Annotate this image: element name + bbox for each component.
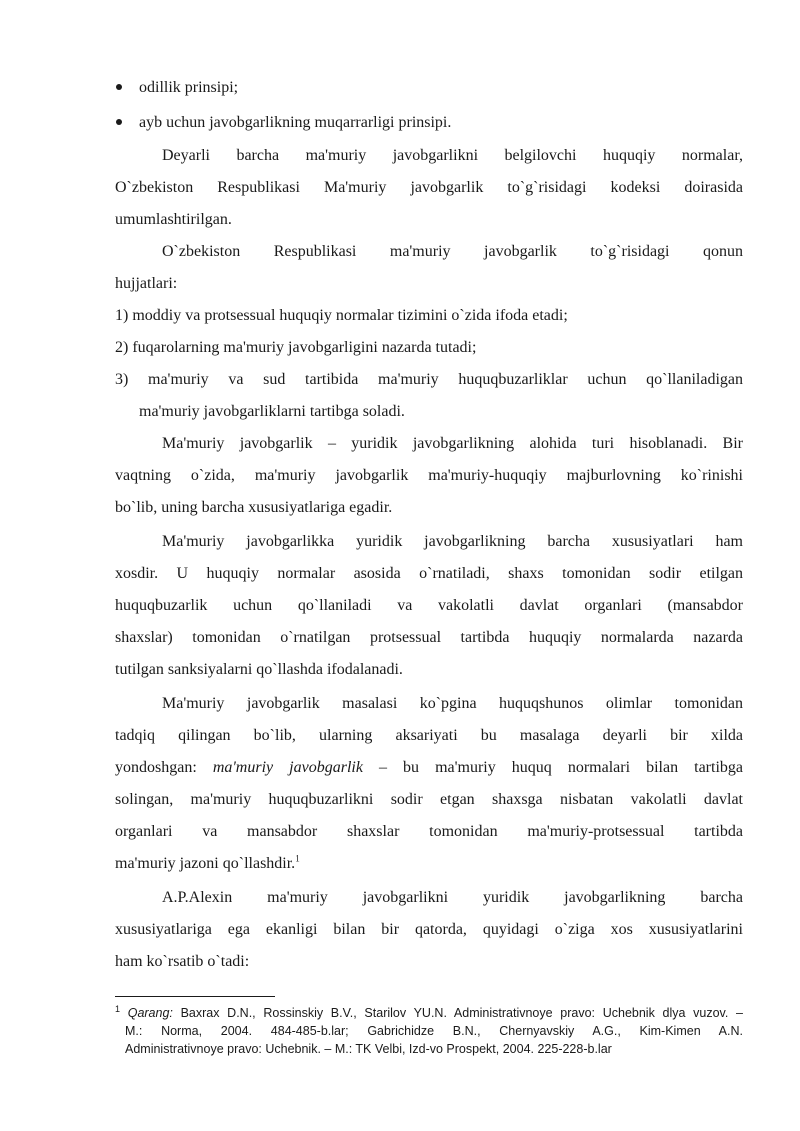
paragraph-line: hujjatlari: bbox=[115, 275, 178, 292]
footnote-reference[interactable]: 1 bbox=[295, 853, 300, 864]
paragraph-line: Ma'muriy javobgarlikka yuridik javobgarlikning barcha xususiyatlari ham bbox=[162, 533, 743, 550]
bullet-item: ayb uchun javobgarlikning muqarrarligi prinsipi. bbox=[139, 114, 452, 131]
paragraph-line: Ma'muriy javobgarlik – yuridik javobgarlikning alohida turi hisoblanadi. Bir bbox=[162, 435, 743, 452]
paragraph-line: ham ko`rsatib o`tadi: bbox=[115, 953, 250, 970]
paragraph-line: huquqbuzarlik uchun qo`llaniladi va vakolatli davlat organlari (mansabdor bbox=[115, 597, 743, 614]
list-item-continuation: ma'muriy javobgarliklarni tartibga soladi. bbox=[139, 403, 405, 420]
footnote-label: Qarang: bbox=[127, 1006, 173, 1020]
paragraph-text: yondoshgan: bbox=[115, 759, 213, 776]
paragraph-line: O`zbekiston Respublikasi ma'muriy javobgarlik to`g`risidagi qonun bbox=[162, 243, 743, 260]
footnote-number: 1 bbox=[115, 1003, 121, 1014]
paragraph-line: solingan, ma'muriy huquqbuzarlikni sodir etgan shaxsga nisbatan vakolatli davlat bbox=[115, 791, 743, 808]
paragraph-line bbox=[115, 758, 743, 778]
paragraph-text: – bu ma'muriy huquq normalari bilan tartibga bbox=[362, 759, 743, 776]
paragraph-text: ma'muriy jazoni qo`llashdir. bbox=[115, 855, 296, 872]
list-item: 2) fuqarolarning ma'muriy javobgarligini nazarda tutadi; bbox=[115, 339, 477, 356]
paragraph-line: O`zbekiston Respublikasi Ma'muriy javobgarlik to`g`risidagi kodeksi doirasida bbox=[115, 179, 743, 196]
paragraph-line: organlari va mansabdor shaxslar tomonidan ma'muriy-protsessual tartibda bbox=[115, 823, 743, 840]
bullet-icon bbox=[116, 84, 122, 90]
list-item: 1) moddiy va protsessual huquqiy normalar tizimini o`zida ifoda etadi; bbox=[115, 307, 568, 324]
paragraph-line: Deyarli barcha ma'muriy javobgarlikni belgilovchi huquqiy normalar, bbox=[162, 147, 743, 164]
paragraph-line bbox=[115, 854, 300, 874]
footnote-separator bbox=[115, 996, 275, 997]
footnote-line bbox=[115, 1004, 743, 1022]
term-emphasis: ma'muriy javobgarlik bbox=[212, 759, 363, 776]
footnote-line: Administrativnoye pravo: Uchebnik. – M.: TK Velbi, Izd-vo Prospekt, 2004. 225-228-b.lar bbox=[125, 1042, 612, 1056]
footnote-text: Baxrax D.N., Rossinskiy B.V., Starilov YU.N. Administrativnoye pravo: Uchebnik dlya vuzov. – bbox=[172, 1006, 743, 1020]
paragraph-line: bo`lib, uning barcha xususiyatlariga egadir. bbox=[115, 499, 393, 516]
list-item: 3) ma'muriy va sud tartibida ma'muriy huquqbuzarliklar uchun qo`llaniladigan bbox=[115, 371, 743, 388]
paragraph-line: tadqiq qilingan bo`lib, ularning aksariyati bu masalaga deyarli bir xilda bbox=[115, 727, 743, 744]
paragraph-line: tutilgan sanksiyalarni qo`llashda ifodalanadi. bbox=[115, 661, 403, 678]
bullet-item: odillik prinsipi; bbox=[139, 79, 239, 96]
paragraph-line: umumlashtirilgan. bbox=[115, 211, 232, 228]
paragraph-line: shaxslar) tomonidan o`rnatilgan protsessual tartibda huquqiy normalarda nazarda bbox=[115, 629, 743, 646]
paragraph-line: A.P.Alexin ma'muriy javobgarlikni yuridik javobgarlikning barcha bbox=[162, 889, 743, 906]
paragraph-line: vaqtning o`zida, ma'muriy javobgarlik ma'muriy-huquqiy majburlovning ko`rinishi bbox=[115, 467, 743, 484]
bullet-icon bbox=[116, 119, 122, 125]
paragraph-line: xosdir. U huquqiy normalar asosida o`rnatiladi, shaxs tomonidan sodir etilgan bbox=[115, 565, 743, 582]
paragraph-line: Ma'muriy javobgarlik masalasi ko`pgina huquqshunos olimlar tomonidan bbox=[162, 695, 743, 712]
paragraph-line: xususiyatlariga ega ekanligi bilan bir qatorda, quyidagi o`ziga xos xususiyatlarini bbox=[115, 921, 743, 938]
footnote-line: M.: Norma, 2004. 484-485-b.lar; Gabrichidze B.N., Chernyavskiy A.G., Kim-Kimen A.N. bbox=[125, 1024, 743, 1038]
